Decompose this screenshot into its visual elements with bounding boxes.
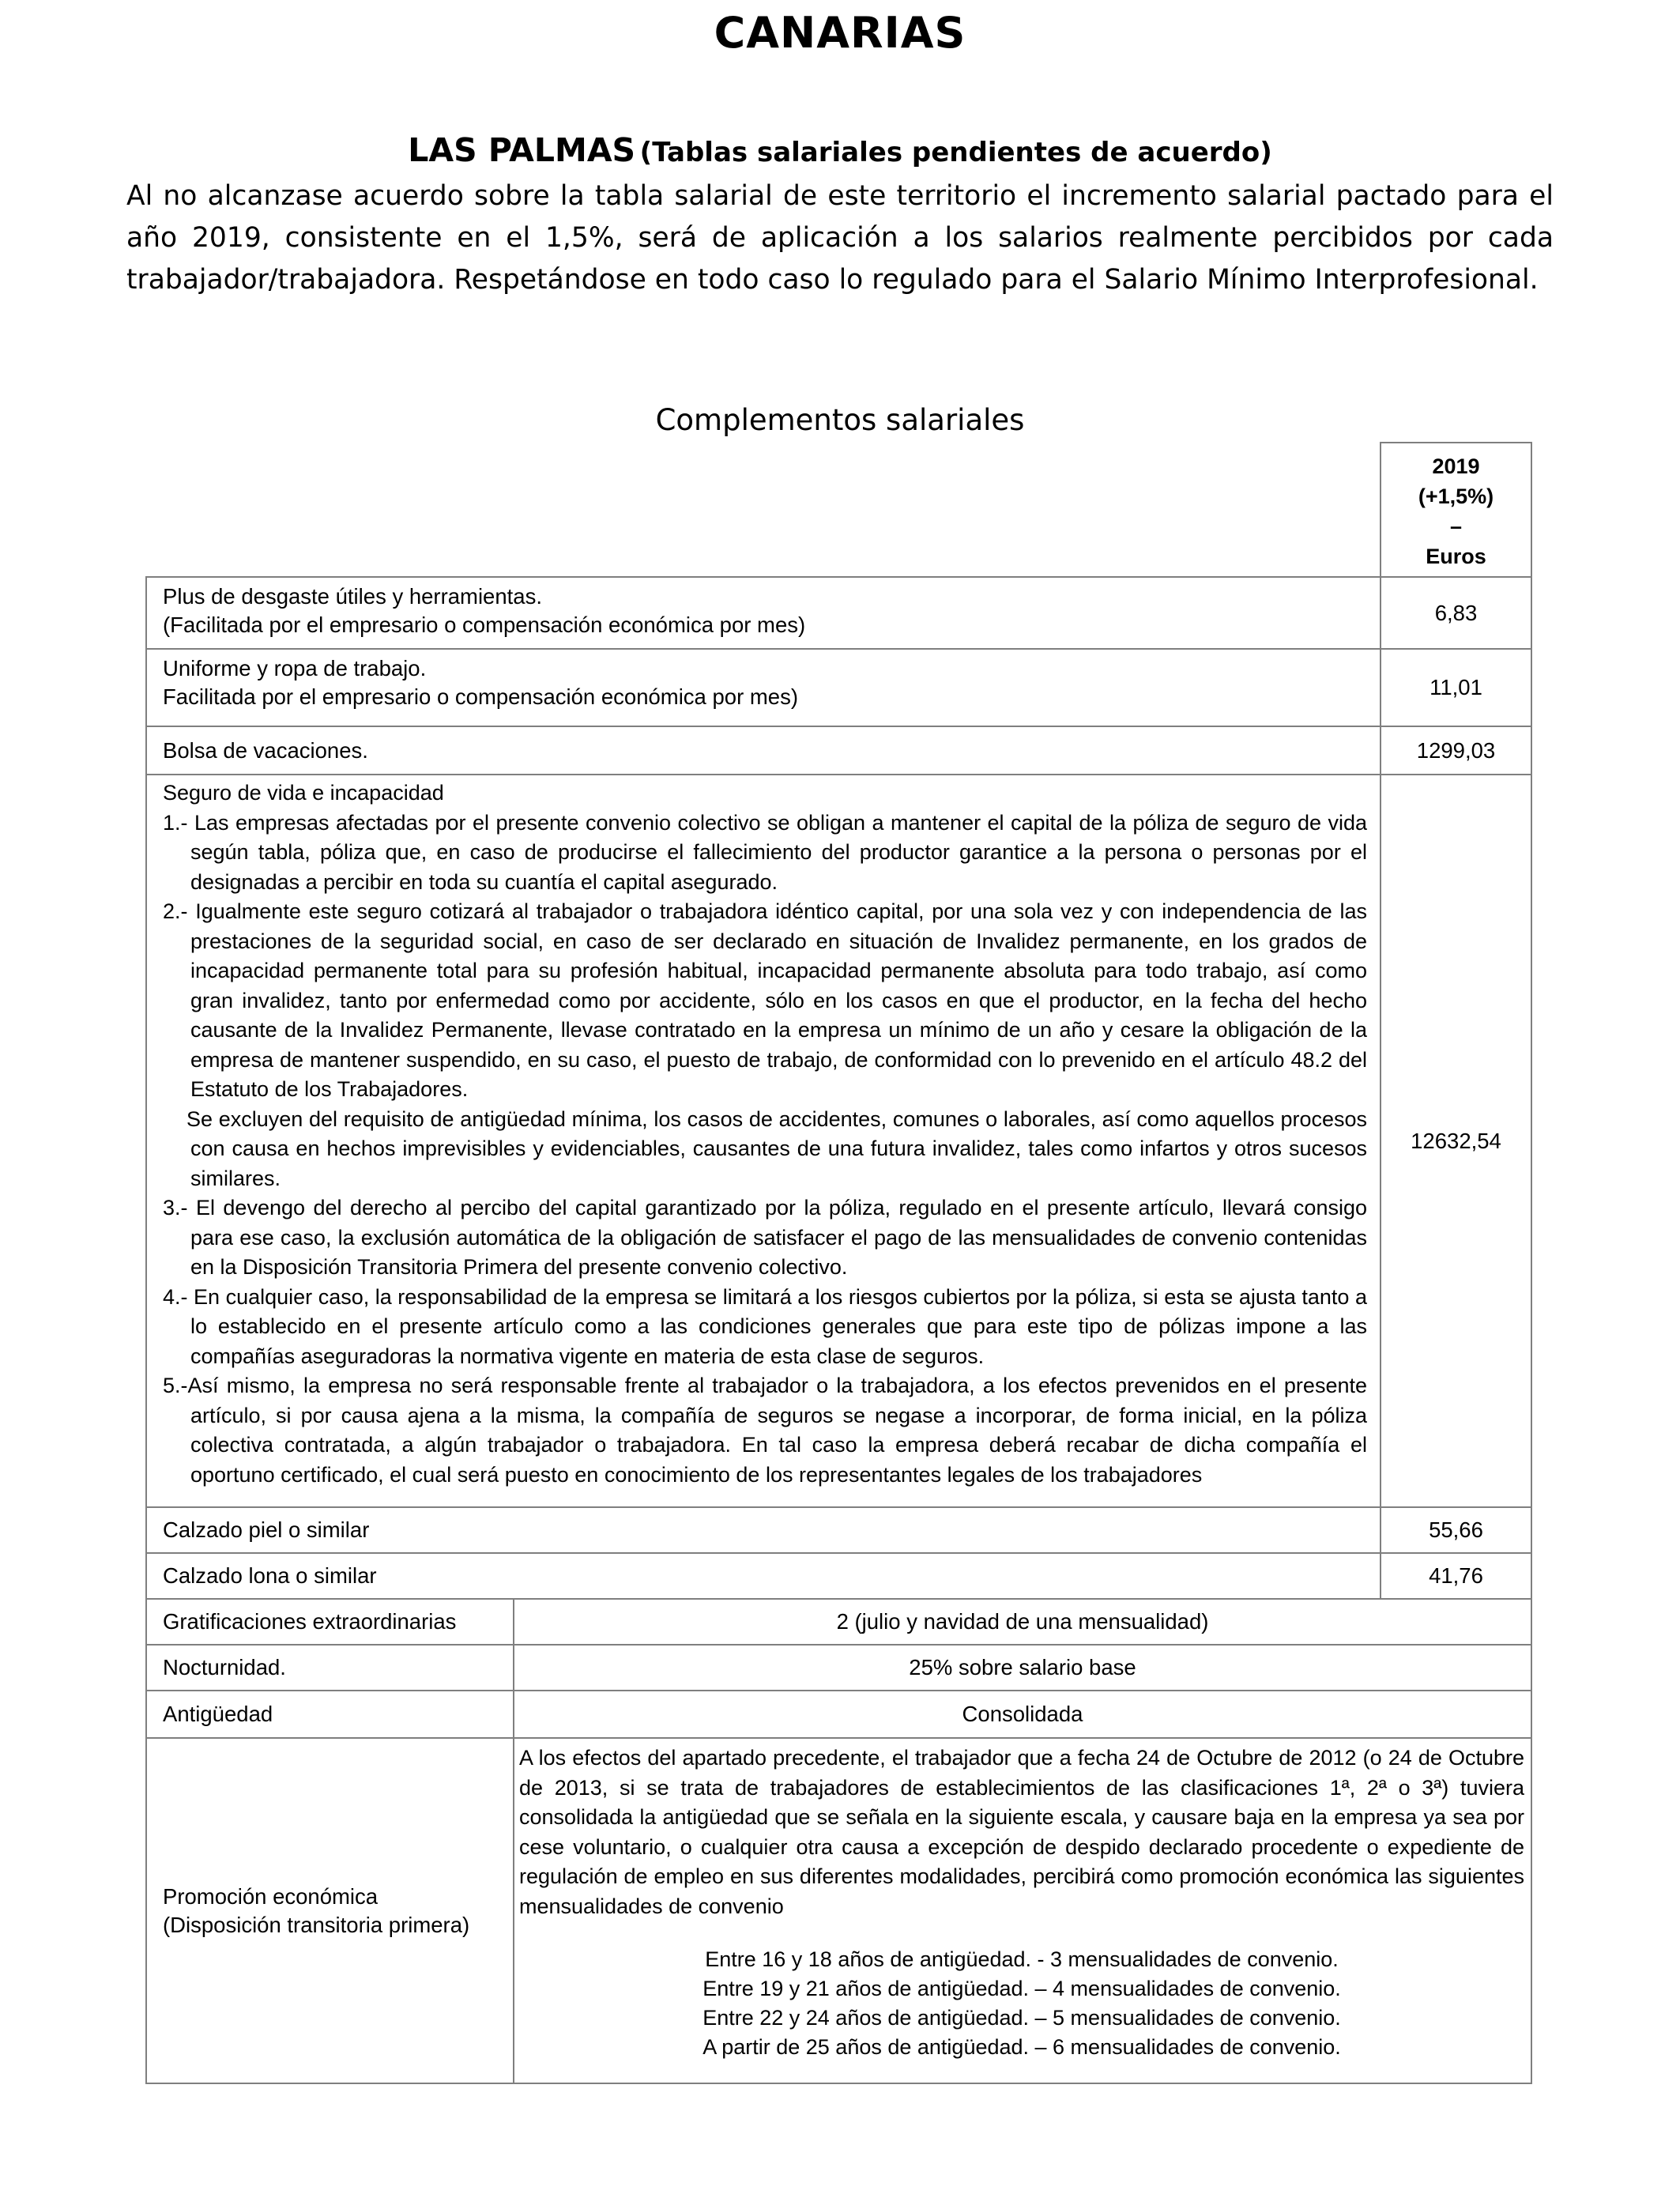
row-gratificaciones-label: Gratificaciones extraordinarias: [145, 1598, 514, 1646]
province-heading: [0, 131, 1680, 169]
row-calzado-piel-value: 55,66: [1380, 1506, 1532, 1554]
seguro-paragraph-2: 2.- Igualmente este seguro cotizará al trabajador o trabajadora idéntico capital, por una sola vez y con independencia de las prestaciones de la seguridad social, en caso de ser declarado en situación de Invalidez permanente, en los grados de incapacidad permanente total para su profesión habitual, incapacidad permanente absoluta para todo trabajo, así como gran invalidez, tanto por enfermedad como por accidente, sólo en los casos en que el productor, en la fecha del hecho causante de la Invalidez Permanente, llevase contratado en la empresa un mínimo de un año y cesare la obligación de la empresa de mantener suspendido, en su caso, el puesto de trabajo, de conformidad con lo prevenido en el artículo 48.2 del Estatuto de los Trabajadores.: [163, 899, 1367, 1101]
row-gratificaciones-value: 2 (julio y navidad de una mensualidad): [513, 1598, 1532, 1646]
seguro-paragraph-4: 4.- En cualquier caso, la responsabilidad de la empresa se limitará a los riesgos cubiertos por la póliza, si esta se ajusta tanto a lo establecido en el presente artículo como a las condiciones generales que para este tipo de pólizas impone a las compañías aseguradoras la normativa vigente en materia de esta clase de seguros.: [163, 1284, 1367, 1368]
row-bolsa-value: 1299,03: [1380, 726, 1532, 775]
seguro-paragraph-3: 3.- El devengo del derecho al percibo del capital garantizado por la póliza, regulado en el presente artículo, llevará consigo para ese caso, la exclusión automática de la obligación de satisfacer el pago de las mensualidades de convenio contenidas en la Disposición Transitoria Primera del presente convenio colectivo.: [163, 1196, 1367, 1279]
row-desgaste-value: 6,83: [1380, 576, 1532, 650]
column-header-year: 2019: [1432, 454, 1480, 478]
row-desgaste-title: Plus de desgaste útiles y herramientas.: [163, 584, 542, 609]
row-promocion-value: [513, 1737, 1532, 2084]
column-header-increase: (+1,5%): [1418, 484, 1494, 508]
row-nocturnidad-label: Nocturnidad.: [145, 1644, 514, 1691]
row-promocion-label: Promoción económica (Disposición transitoria primera): [145, 1737, 514, 2084]
row-calzado-piel-label: Calzado piel o similar: [145, 1506, 1381, 1554]
province-note: (Tablas salariales pendientes de acuerdo): [639, 137, 1272, 168]
row-seguro-value: 12632,54: [1380, 774, 1532, 1508]
seguro-paragraph-1: 1.- Las empresas afectadas por el presente convenio colectivo se obligan a mantener el capital de la póliza de seguro de vida según tabla, póliza que, en caso de producirse el fallecimiento del productor garantice a la persona o personas por el designadas a percibir en toda su cuantía el capital asegurado.: [163, 810, 1367, 894]
column-header: [1380, 442, 1532, 576]
row-uniforme-title: Uniforme y ropa de trabajo.: [163, 656, 427, 680]
promocion-text: A los efectos del apartado precedente, el trabajador que a fecha 24 de Octubre de 2012 (o 24 de Octubre de 2013, si se trata de trabajadores de establecimientos de las clasificaciones 1ª, 2ª o 3ª) tuviera consolidada la antigüedad que se señala en la siguiente escala, y causare baja en la empresa ya sea por cese voluntario, o cualquier otra causa a excepción de despido declarado procedente o expediente de regulación de empleo en sus diferentes modalidades, percibirá como promoción económica las siguientes mensualidades de convenio: [519, 1746, 1524, 1918]
promocion-scale-item: A partir de 25 años de antigüedad. – 6 mensualidades de convenio.: [703, 2035, 1341, 2059]
row-calzado-lona-label: Calzado lona o similar: [145, 1552, 1381, 1600]
row-calzado-lona-value: 41,76: [1380, 1552, 1532, 1600]
row-seguro-label: [145, 774, 1381, 1508]
promocion-scale-item: Entre 19 y 21 años de antigüedad. – 4 mensualidades de convenio.: [703, 1977, 1341, 2000]
column-header-unit: Euros: [1426, 545, 1486, 568]
row-uniforme-label: [145, 648, 1381, 727]
intro-paragraph: Al no alcanzase acuerdo sobre la tabla salarial de este territorio el incremento salarial pactado para el año 2019, consistente en el 1,5%, será de aplicación a los salarios realmente percibidos por cada trabajador/trabajadora. Respetándose en todo caso lo regulado para el Salario Mínimo Interprofesional.: [126, 180, 1554, 296]
promocion-scale-item: Entre 22 y 24 años de antigüedad. – 5 mensualidades de convenio.: [703, 2006, 1341, 2030]
row-nocturnidad-value: 25% sobre salario base: [513, 1644, 1532, 1691]
table-caption: Complementos salariales: [655, 403, 1025, 437]
seguro-paragraph-5: 5.-Así mismo, la empresa no será responsable frente al trabajador o la trabajadora, a los efectos prevenidos en el presente artículo, si por causa ajena a la misma, la compañía de seguros se negase a incorporar, de forma inicial, en la póliza colectiva contratada, a algún trabajador o trabajadora. En tal caso la empresa deberá recabar de dicha compañía el oportuno certificado, el cual será puesto en conocimiento de los representantes legales de los trabajadores: [163, 1374, 1367, 1487]
row-desgaste-note: (Facilitada por el empresario o compensación económica por mes): [163, 613, 806, 637]
column-header-dash: –: [1449, 515, 1463, 538]
region-title: CANARIAS: [714, 8, 966, 58]
promocion-scale-item: Entre 16 y 18 años de antigüedad. - 3 mensualidades de convenio.: [705, 1947, 1339, 1971]
seguro-title: Seguro de vida e incapacidad: [163, 781, 444, 805]
row-antiguedad-label: Antigüedad: [145, 1690, 514, 1739]
row-uniforme-note: Facilitada por el empresario o compensación económica por mes): [163, 684, 798, 709]
row-uniforme-value: 11,01: [1380, 648, 1532, 727]
promocion-scale: [519, 1945, 1524, 2062]
row-bolsa-label: Bolsa de vacaciones.: [145, 726, 1381, 775]
seguro-paragraph-2b: Se excluyen del requisito de antigüedad mínima, los casos de accidentes, comunes o laborales, así como aquellos procesos con causa en hechos imprevisibles y evidenciables, causantes de una futura invalidez, tales como infartos y otros sucesos similares.: [186, 1106, 1367, 1190]
province-name: LAS PALMAS: [408, 131, 636, 169]
row-desgaste-label: [145, 576, 1381, 650]
row-antiguedad-value: Consolidada: [513, 1690, 1532, 1739]
